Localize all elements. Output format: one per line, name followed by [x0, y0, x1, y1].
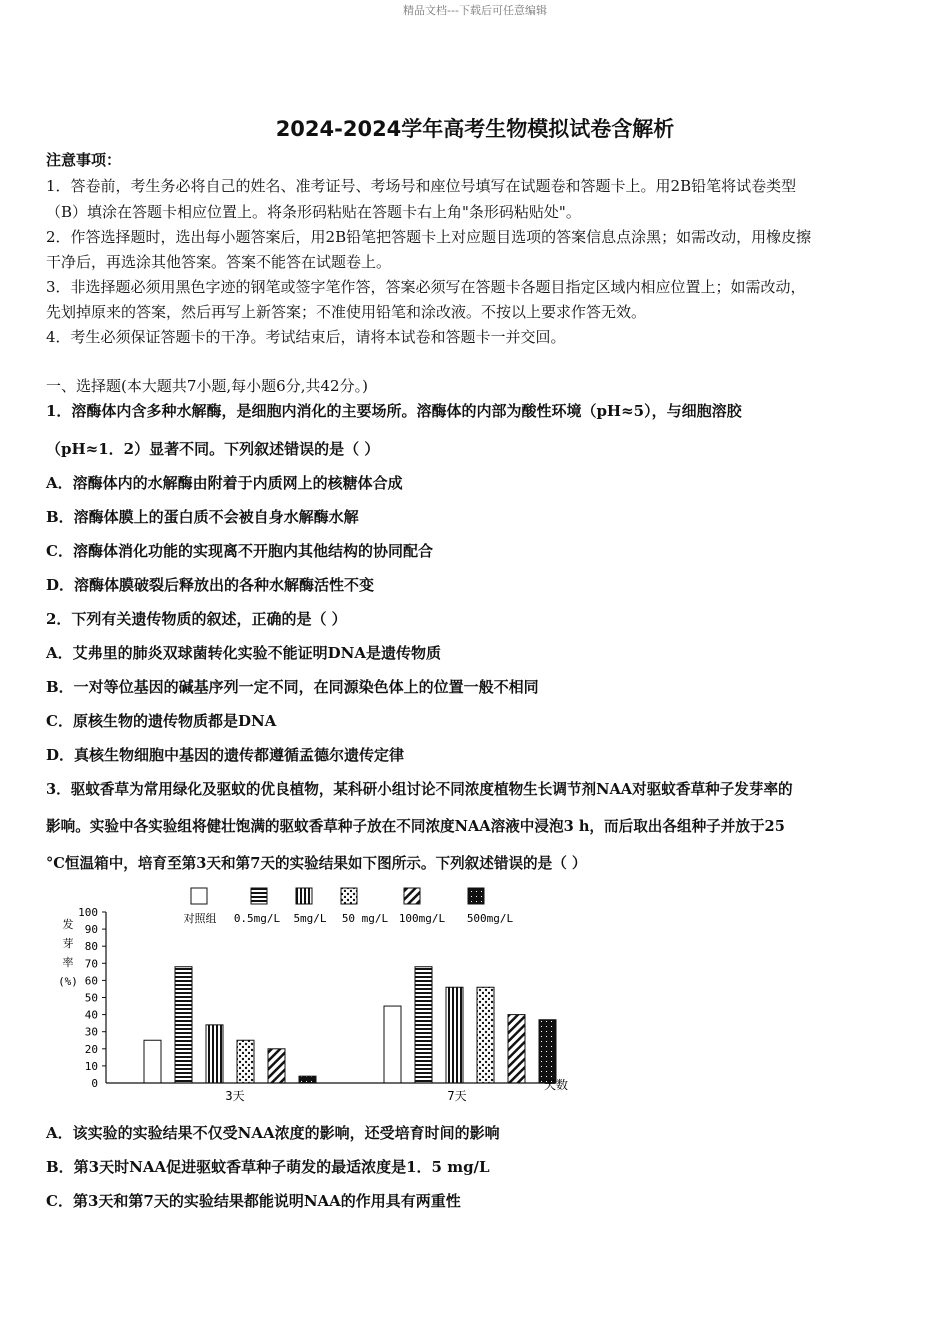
y-tick-label: 50 — [84, 991, 98, 1005]
y-tick-label: 90 — [84, 923, 98, 937]
q2-option-c: C．原核生物的遗传物质都是DNA — [46, 712, 277, 730]
y-tick-label: 10 — [84, 1059, 98, 1073]
q3-option-b: B．第3天时NAA促进驱蚊香草种子萌发的最适浓度是1．5 mg/L — [46, 1158, 490, 1176]
q3-option-a: A．该实验的实验结果不仅受NAA浓度的影响，还受培育时间的影响 — [46, 1124, 500, 1142]
page-title: 2024-2024学年高考生物模拟试卷含解析 — [275, 117, 675, 141]
legend-label: 对照组 — [183, 912, 217, 925]
y-tick-label: 70 — [84, 957, 98, 971]
q2-option-a: A．艾弗里的肺炎双球菌转化实验不能证明DNA是遗传物质 — [46, 644, 441, 662]
q1-option-d: D．溶酶体膜破裂后释放出的各种水解酶活性不变 — [46, 576, 375, 594]
question-3-stem-cont2: °C恒温箱中，培育至第3天和第7天的实验结果如下图所示。下列叙述错误的是（ ） — [46, 855, 587, 872]
notice-line: 2．作答选择题时，选出每小题答案后，用2B铅笔把答题卡上对应题目选项的答案信息点涂黑；如需改动，用橡皮擦 — [46, 228, 812, 246]
question-2-stem: 2．下列有关遗传物质的叙述，正确的是（ ） — [46, 610, 347, 628]
y-tick-label: 40 — [84, 1008, 98, 1022]
notice-line: （B）填涂在答题卡相应位置上。将条形码粘贴在答题卡右上角"条形码粘贴处"。 — [46, 203, 581, 221]
bar — [237, 1040, 254, 1083]
x-tick-label: 3天 — [225, 1089, 245, 1103]
bar — [415, 967, 432, 1083]
legend-swatch — [404, 888, 420, 904]
bar — [268, 1049, 285, 1083]
question-1-stem-cont: （pH≈1．2）显著不同。下列叙述错误的是（ ） — [46, 440, 380, 458]
bar — [175, 967, 192, 1083]
y-tick-label: 60 — [84, 974, 98, 988]
bar — [144, 1040, 161, 1083]
bar — [384, 1006, 401, 1083]
notice-heading: 注意事项： — [46, 151, 122, 169]
question-1-stem: 1．溶酶体内含多种水解酶，是细胞内消化的主要场所。溶酶体的内部为酸性环境（pH≈5），与细胞溶胶 — [46, 402, 742, 420]
question-3-stem-cont: 影响。实验中各实验组将健壮饱满的驱蚊香草种子放在不同浓度NAA溶液中浸泡3 h，而后取出各组种子并放于25 — [46, 818, 785, 835]
y-axis-label: 发 — [62, 918, 74, 931]
bar — [206, 1025, 223, 1083]
legend-label: 500mg/L — [466, 912, 514, 925]
y-tick-label: 20 — [84, 1042, 98, 1056]
bar — [299, 1076, 316, 1083]
q3-option-c: C．第3天和第7天的实验结果都能说明NAA的作用具有两重性 — [46, 1192, 461, 1210]
legend-label: 50 mg/L — [341, 912, 389, 925]
x-tick-label: 7天 — [447, 1089, 467, 1103]
notice-line: 3．非选择题必须用黑色字迹的钢笔或签字笔作答，答案必须写在答题卡各题目指定区域内相应位置上；如需改动， — [46, 278, 806, 296]
page-header: 精品文档---下载后可任意编辑 — [403, 4, 547, 17]
notice-line: 1．答卷前，考生务必将自己的姓名、准考证号、考场号和座位号填写在试题卷和答题卡上。用2B铅笔将试卷类型 — [46, 177, 797, 195]
legend-label: 5mg/L — [293, 912, 327, 925]
section-heading: 一、选择题(本大题共7小题,每小题6分,共42分。) — [46, 377, 368, 395]
y-tick-label: 30 — [84, 1025, 98, 1039]
notice-line: 4．考生必须保证答题卡的干净。考试结束后，请将本试卷和答题卡一并交回。 — [46, 328, 566, 346]
x-axis-label: 天数 — [543, 1078, 569, 1092]
q2-option-d: D．真核生物细胞中基因的遗传都遵循孟德尔遗传定律 — [46, 746, 405, 764]
y-tick-label: 100 — [78, 906, 98, 919]
legend-swatch — [468, 888, 484, 904]
y-tick-label: 80 — [84, 940, 98, 954]
germination-bar-chart — [40, 880, 580, 1110]
question-3-stem: 3．驱蚊香草为常用绿化及驱蚊的优良植物，某科研小组讨论不同浓度植物生长调节剂NAA对驱蚊香草种子发芽率的 — [46, 781, 793, 798]
q1-option-b: B．溶酶体膜上的蛋白质不会被自身水解酶水解 — [46, 508, 359, 526]
legend-swatch — [296, 888, 312, 904]
q1-option-a: A．溶酶体内的水解酶由附着于内质网上的核糖体合成 — [46, 474, 403, 492]
legend-label: 100mg/L — [398, 912, 446, 925]
notice-line: 干净后，再选涂其他答案。答案不能答在试题卷上。 — [46, 253, 392, 271]
y-tick-label: 0 — [91, 1077, 98, 1090]
legend-swatch — [251, 888, 267, 904]
q2-option-b: B．一对等位基因的碱基序列一定不同，在同源染色体上的位置一般不相同 — [46, 678, 539, 696]
y-axis-label: 率 — [62, 956, 74, 969]
legend-swatch — [191, 888, 207, 904]
legend-swatch — [341, 888, 357, 904]
y-axis-label: 芽 — [62, 937, 74, 950]
bar — [508, 1015, 525, 1083]
notice-line: 先划掉原来的答案，然后再写上新答案；不准使用铅笔和涂改液。不按以上要求作答无效。 — [46, 303, 647, 321]
bar — [539, 1020, 556, 1083]
q1-option-c: C．溶酶体消化功能的实现离不开胞内其他结构的协同配合 — [46, 542, 433, 560]
bar — [477, 987, 494, 1083]
legend-label: 0.5mg/L — [233, 912, 281, 925]
y-axis-label: (%) — [58, 975, 78, 988]
bar — [446, 987, 463, 1083]
